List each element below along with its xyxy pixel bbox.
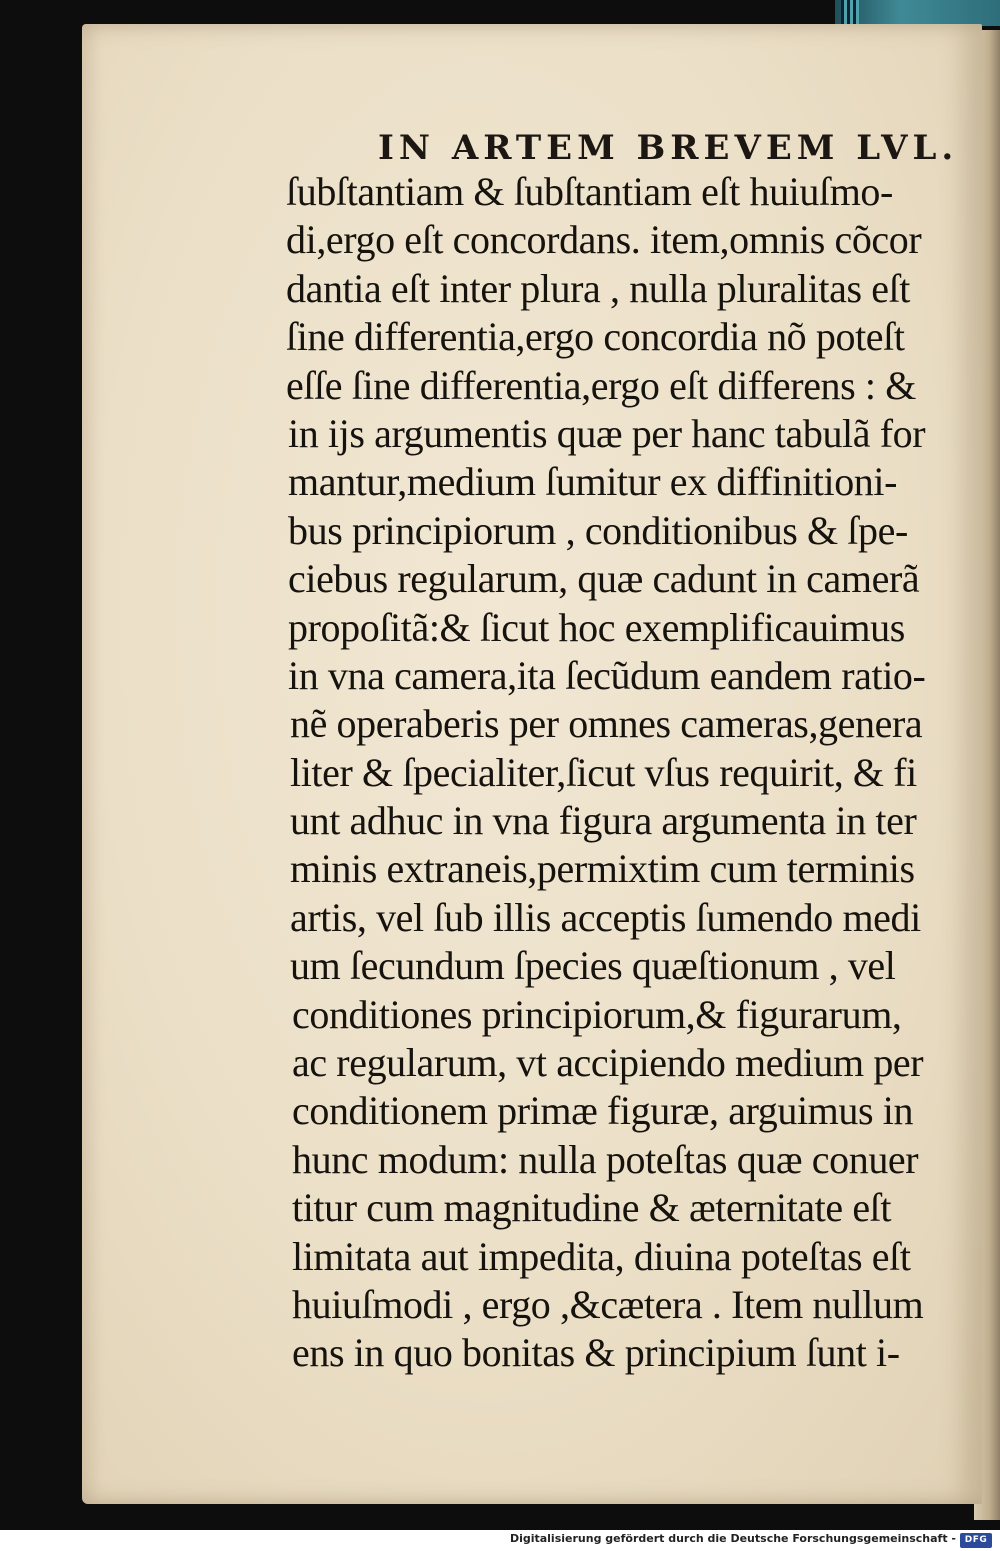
text-line: liter & ſpecialiter,ſicut vſus requirit, & fi xyxy=(290,749,917,795)
text-line: ens in quo bonitas & principium ſunt i- xyxy=(292,1330,900,1376)
text-line: minis extraneis,permixtim cum terminis xyxy=(290,846,915,892)
text-line: limitata aut impedita, diuina poteſtas eſt xyxy=(292,1233,911,1279)
text-line: huiuſmodi , ergo ,&cætera . Item nullum xyxy=(292,1281,924,1327)
text-line: conditionem primæ figuræ, arguimus in xyxy=(292,1088,914,1134)
text-line: in ijs argumentis quæ per hanc tabulã for xyxy=(288,410,926,456)
funding-credit: Digitalisierung gefördert durch die Deutsche Forschungsgemeinschaft - xyxy=(509,1532,956,1545)
text-line: ſubſtantiam & ſubſtantiam eſt huiuſmo- xyxy=(286,169,893,214)
text-line: in vna camera,ita ſecũdum eandem ratio- xyxy=(288,652,926,698)
text-line: propoſitã:& ſicut hoc exemplificauimus xyxy=(288,604,905,650)
text-line: di,ergo eſt concordans. item,omnis cõcor xyxy=(286,217,922,263)
running-head: IN ARTEM BREVEM LVL. xyxy=(378,128,959,168)
text-line: unt adhuc in vna figura argumenta in ter xyxy=(290,798,917,844)
body-text xyxy=(286,168,991,1378)
text-line: um ſecundum ſpecies quæſtionum , vel xyxy=(290,943,896,989)
text-line: artis, vel ſub illis acceptis ſumendo medi xyxy=(290,894,921,940)
text-line: ciebus regularum, quæ cadunt in camerã xyxy=(288,556,920,602)
text-line: eſſe ſine differentia,ergo eſt differens : & xyxy=(286,362,916,408)
text-line: nẽ operaberis per omnes cameras,genera xyxy=(290,701,923,747)
text-line: bus principiorum , conditionibus & ſpe- xyxy=(288,507,908,553)
text-line: titur cum magnitudine & æternitate eſt xyxy=(292,1185,892,1231)
text-line: hunc modum: nulla poteſtas quæ conuer xyxy=(292,1136,919,1182)
text-line: dantia eſt inter plura , nulla pluralitas eſt xyxy=(286,265,911,311)
text-line: ac regularum, vt accipiendo medium per xyxy=(292,1040,924,1086)
dfg-logo: DFG xyxy=(960,1533,992,1548)
text-line: mantur,medium ſumitur ex diffinitioni- xyxy=(288,459,898,505)
text-line: ſine differentia,ergo concordia nõ poteſt xyxy=(286,314,905,360)
text-line: conditiones principiorum,& figurarum, xyxy=(292,991,902,1037)
book-cover-edge xyxy=(835,0,1000,26)
digitization-footer xyxy=(0,1530,1000,1551)
